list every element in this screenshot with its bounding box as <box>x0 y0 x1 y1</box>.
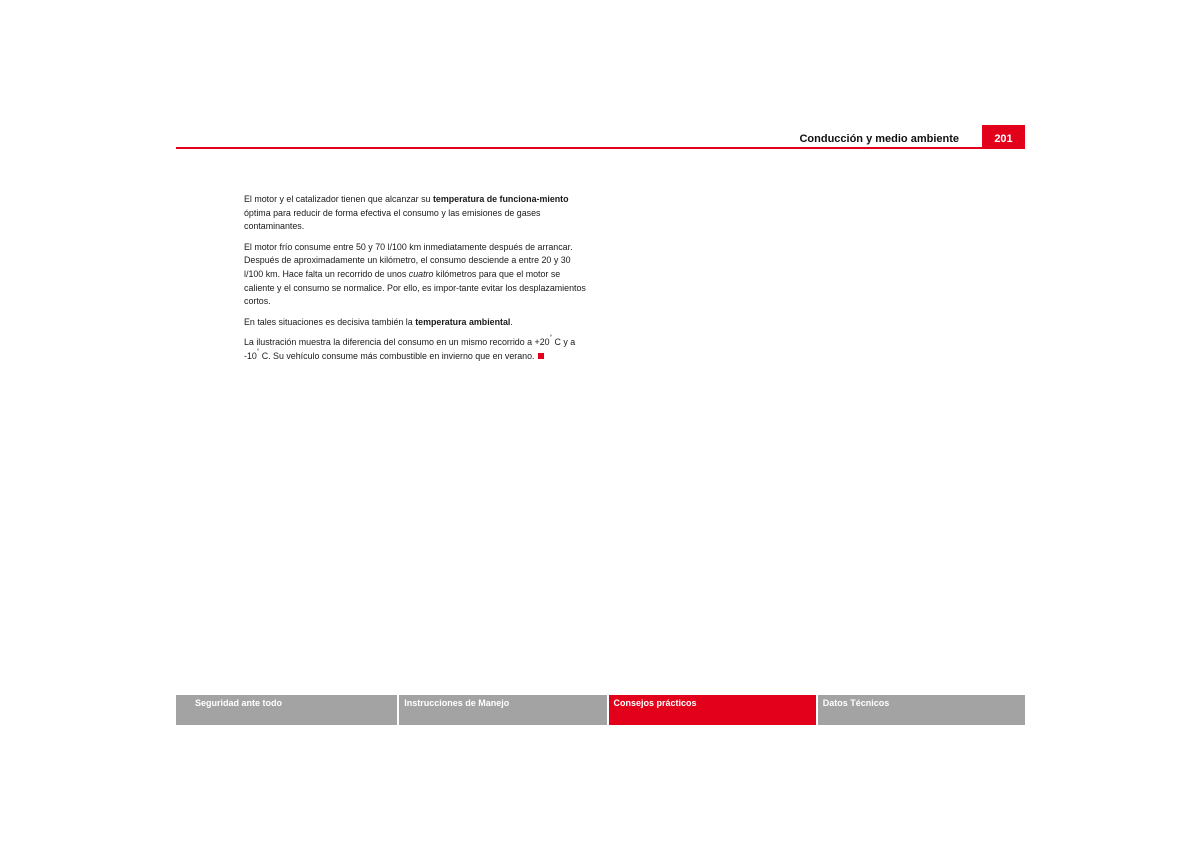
page-number: 201 <box>982 125 1025 148</box>
p4-text-1: La ilustración muestra la diferencia del consumo en un mismo recorrido a +20 <box>244 337 550 348</box>
section-title: Conducción y medio ambiente <box>799 133 959 145</box>
paragraph-4 <box>244 336 589 363</box>
tab-instrucciones[interactable]: Instrucciones de Manejo <box>397 695 606 725</box>
tab-consejos[interactable]: Consejos prácticos <box>607 695 816 725</box>
p1-text: El motor y el catalizador tienen que alcanzar su <box>244 194 433 204</box>
p2-text-end: kilómetros para que el motor se caliente y el consumo se normalice. Por ello, es impor-tante evitar los desplazamientos cortos. <box>244 268 586 307</box>
header-rule <box>176 147 1025 149</box>
p4-text-2: C y a -10 <box>244 337 576 361</box>
end-of-section-marker <box>538 353 544 359</box>
degree-sign: ° <box>256 348 260 355</box>
body-text <box>244 193 589 371</box>
p3-text: En tales situaciones es decisiva también la <box>244 316 416 327</box>
p2-italic: cuatro <box>408 268 434 279</box>
paragraph-3 <box>244 316 589 330</box>
p1-bold: temperatura de funciona-miento <box>432 194 569 204</box>
p3-text-end: . <box>510 316 513 327</box>
paragraph-1 <box>244 193 589 234</box>
paragraph-2 <box>244 241 589 309</box>
tab-datos-tecnicos[interactable]: Datos Técnicos <box>816 695 1025 725</box>
p2-text: El motor frío consume entre 50 y 70 l/100 km inmediatamente después de arrancar. Después de aproximadamente un kilómetro, el consumo desciende a entre 20 y 30 l/100 km. Hace falta un recorrido de unos <box>244 241 573 279</box>
p3-bold: temperatura ambiental <box>415 316 511 327</box>
tab-seguridad[interactable]: Seguridad ante todo <box>176 695 397 725</box>
degree-sign: ° <box>549 335 553 342</box>
p1-text-end: óptima para reducir de forma efectiva el consumo y las emisiones de gases contaminantes. <box>244 207 541 232</box>
p4-text-3: C. Su vehículo consume más combustible en invierno que en verano. <box>259 350 535 361</box>
footer-nav <box>176 695 1025 725</box>
